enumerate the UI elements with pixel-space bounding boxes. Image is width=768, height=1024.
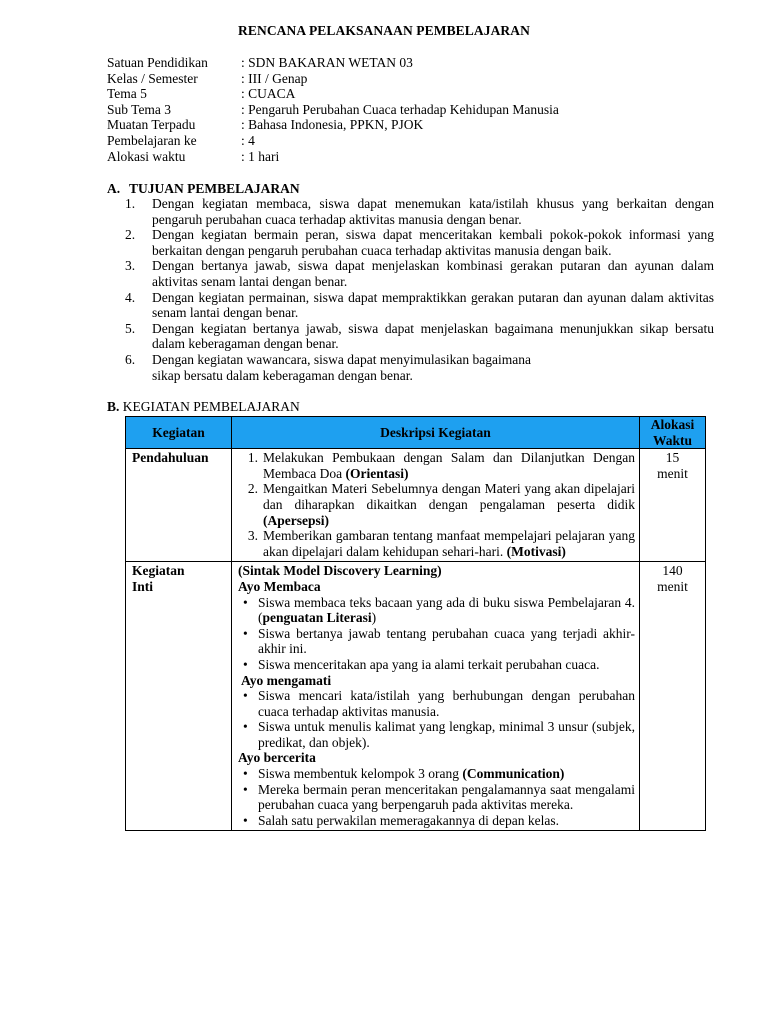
ayo-bercerita-heading: Ayo bercerita	[238, 750, 316, 766]
identity-label: Muatan Terpadu	[107, 117, 196, 133]
section-title: TUJUAN PEMBELAJARAN	[129, 181, 300, 196]
goal-number: 1.	[125, 196, 136, 211]
item-text: Siswa mencari kata/istilah yang berhubungan dengan perubahan cuaca terhadap aktivitas manusia.	[258, 688, 635, 719]
identity-value: : 1 hari	[241, 148, 280, 164]
identity-row-muatan	[107, 117, 559, 133]
list-item	[238, 688, 635, 719]
item-text: Siswa menceritakan apa yang ia alami terkait perubahan cuaca.	[258, 656, 600, 672]
item-text-plain: Siswa membentuk kelompok 3 orang	[258, 766, 459, 782]
goal-text: Dengan kegiatan permainan, siswa dapat mempraktikkan gerakan putaran dan ayunan dalam aktivitas senam lantai dengan benar.	[152, 289, 714, 321]
item-text	[258, 766, 635, 782]
learning-activities-table	[125, 416, 706, 831]
identity-block	[107, 55, 559, 164]
identity-value: : Pengaruh Perubahan Cuaca terhadap Kehidupan Manusia	[241, 101, 559, 117]
time-value: 15	[665, 450, 680, 466]
table-header-row	[126, 417, 706, 449]
table-row-inti	[126, 562, 706, 831]
goal-number: 5.	[125, 320, 136, 336]
ayo-bercerita-list	[238, 766, 635, 828]
model-heading: (Sintak Model Discovery Learning)	[238, 563, 442, 579]
identity-row-satuan	[107, 55, 559, 71]
identity-row-alokasi	[107, 149, 559, 165]
identity-row-pembelajaran	[107, 133, 559, 149]
bullet-icon: •	[243, 625, 248, 641]
step-text-bold: (Orientasi)	[345, 465, 409, 481]
item-text-after: )	[371, 610, 377, 626]
header-deskripsi: Deskripsi Kegiatan	[232, 417, 640, 449]
identity-value: : CUACA	[241, 86, 296, 102]
phase-cell: Pendahuluan	[126, 449, 232, 562]
identity-label: Satuan Pendidikan	[107, 55, 208, 70]
goal-number: 3.	[125, 258, 136, 274]
goal-item	[125, 321, 714, 352]
bullet-icon: •	[243, 766, 248, 782]
header-alokasi	[640, 417, 706, 449]
phase-line: Inti	[132, 578, 154, 594]
section-a-heading	[107, 181, 300, 197]
list-item	[238, 782, 635, 813]
goal-text-line: sikap bersatu dalam keberagaman dengan benar.	[152, 367, 413, 383]
table-row-pendahuluan	[126, 449, 706, 562]
section-letter: A.	[107, 181, 121, 196]
item-text-plain: Siswa membaca teks bacaan yang ada di buku siswa Pembelajaran 4. (	[258, 594, 635, 626]
identity-row-tema	[107, 86, 559, 102]
item-text: Salah satu perwakilan memeragakannya di depan kelas.	[258, 812, 560, 828]
step-text-plain: Memberikan gambaran tentang manfaat mempelajari pelajaran yang akan dipelajari dalam kehidupan sehari-hari.	[263, 528, 635, 559]
bullet-icon: •	[243, 688, 248, 704]
bullet-icon: •	[243, 812, 248, 828]
goal-number: 4.	[125, 289, 136, 305]
item-text: Mereka bermain peran menceritakan pengalamannya saat mengalami perubahan cuaca yang berpengaruh pada aktivitas mereka.	[258, 781, 635, 813]
goal-text: Dengan kegiatan bermain peran, siswa dapat menceritakan kembali pokok-pokok informasi yang berkaitan dengan pengaruh perubahan cuaca terhadap aktivitas manusia dengan baik.	[152, 227, 714, 258]
document-title: RENCANA PELAKSANAAN PEMBELAJARAN	[238, 23, 530, 38]
pendahuluan-steps	[238, 450, 635, 559]
bullet-icon: •	[243, 781, 248, 797]
section-letter: B.	[107, 399, 120, 414]
bullet-icon: •	[243, 656, 248, 672]
bullet-icon: •	[243, 719, 248, 735]
ayo-mengamati-list	[238, 688, 635, 750]
goal-text: Dengan kegiatan membaca, siswa dapat menemukan kata/istilah khusus yang berkaitan dengan pengaruh perubahan cuaca terhadap aktivitas manusia dengan benar.	[152, 196, 714, 227]
time-cell	[640, 449, 706, 562]
list-item	[238, 626, 635, 657]
bullet-icon: •	[243, 594, 248, 610]
learning-goals-list	[125, 196, 714, 383]
identity-label: Alokasi waktu	[107, 148, 186, 164]
identity-label: Tema 5	[107, 86, 147, 102]
goal-number: 6.	[125, 351, 136, 367]
step-text-plain: Mengaitkan Materi Sebelumnya dengan Materi yang akan dipelajari dan diharapkan dikaitkan dengan pengalaman peserta didik	[263, 481, 635, 512]
ayo-membaca-list	[238, 595, 635, 673]
step-text	[263, 481, 635, 528]
list-item	[238, 481, 635, 528]
item-text	[258, 595, 635, 626]
item-text-bold: (Communication)	[462, 766, 565, 782]
time-unit: menit	[657, 465, 688, 481]
goal-number: 2.	[125, 227, 136, 243]
list-item	[238, 595, 635, 626]
identity-value: : Bahasa Indonesia, PPKN, PJOK	[241, 117, 424, 133]
step-text-plain: Melakukan Pembukaan dengan Salam dan Dilanjutkan Dengan Membaca Doa	[263, 450, 635, 481]
item-text: Siswa bertanya jawab tentang perubahan cuaca yang terjadi akhir-akhir ini.	[258, 625, 635, 657]
section-title: KEGIATAN PEMBELAJARAN	[122, 399, 300, 414]
list-item	[238, 450, 635, 481]
goal-text: Dengan bertanya jawab, siswa dapat menjelaskan kombinasi gerakan putaran dan ayunan dalam aktivitas senam lantai dengan benar.	[152, 258, 714, 289]
time-cell	[640, 562, 706, 831]
section-b-heading	[107, 399, 300, 415]
identity-row-subtema	[107, 102, 559, 118]
identity-label: Kelas / Semester	[107, 70, 198, 86]
item-text: Siswa untuk menulis kalimat yang lengkap, minimal 3 unsur (subjek, predikat, dan objek).	[258, 719, 635, 750]
phase-line: Kegiatan	[132, 563, 185, 579]
item-text-bold: penguatan Literasi	[262, 610, 372, 626]
step-number: 3.	[247, 528, 258, 544]
time-value: 140	[662, 563, 683, 579]
goal-text-line: Dengan kegiatan wawancara, siswa dapat menyimulasikan bagaimana	[152, 351, 531, 367]
list-item	[238, 813, 635, 829]
identity-row-kelas	[107, 71, 559, 87]
ayo-mengamati-heading: Ayo mengamati	[241, 672, 332, 688]
step-text	[263, 528, 635, 559]
goal-item	[125, 227, 714, 258]
identity-value: : 4	[241, 132, 255, 148]
list-item	[238, 528, 635, 559]
list-item	[238, 766, 635, 782]
goal-text: Dengan kegiatan bertanya jawab, siswa dapat menjelaskan bagaimana menunjukkan sikap bersatu dalam keberagaman dengan benar.	[152, 320, 714, 352]
time-unit: menit	[657, 578, 688, 594]
step-number: 2.	[247, 481, 258, 497]
goal-item	[125, 290, 714, 321]
goal-item	[125, 352, 714, 383]
step-text	[263, 450, 635, 481]
identity-value: : III / Genap	[241, 70, 308, 86]
step-number: 1.	[247, 450, 258, 466]
header-alokasi-line: Alokasi	[650, 417, 695, 432]
identity-label: Sub Tema 3	[107, 101, 172, 117]
header-kegiatan: Kegiatan	[126, 417, 232, 449]
list-item	[238, 719, 635, 750]
goal-text	[152, 352, 714, 383]
description-cell	[232, 449, 640, 562]
goal-item	[125, 258, 714, 289]
identity-label: Pembelajaran ke	[107, 132, 197, 148]
step-text-bold: (Motivasi)	[506, 543, 566, 559]
header-alokasi-line: Waktu	[652, 432, 693, 448]
description-cell	[232, 562, 640, 831]
goal-item	[125, 196, 714, 227]
step-text-bold: (Apersepsi)	[263, 512, 329, 528]
list-item	[238, 657, 635, 673]
phase-cell	[126, 562, 232, 831]
identity-value: : SDN BAKARAN WETAN 03	[241, 55, 413, 70]
ayo-membaca-heading: Ayo Membaca	[238, 578, 321, 594]
